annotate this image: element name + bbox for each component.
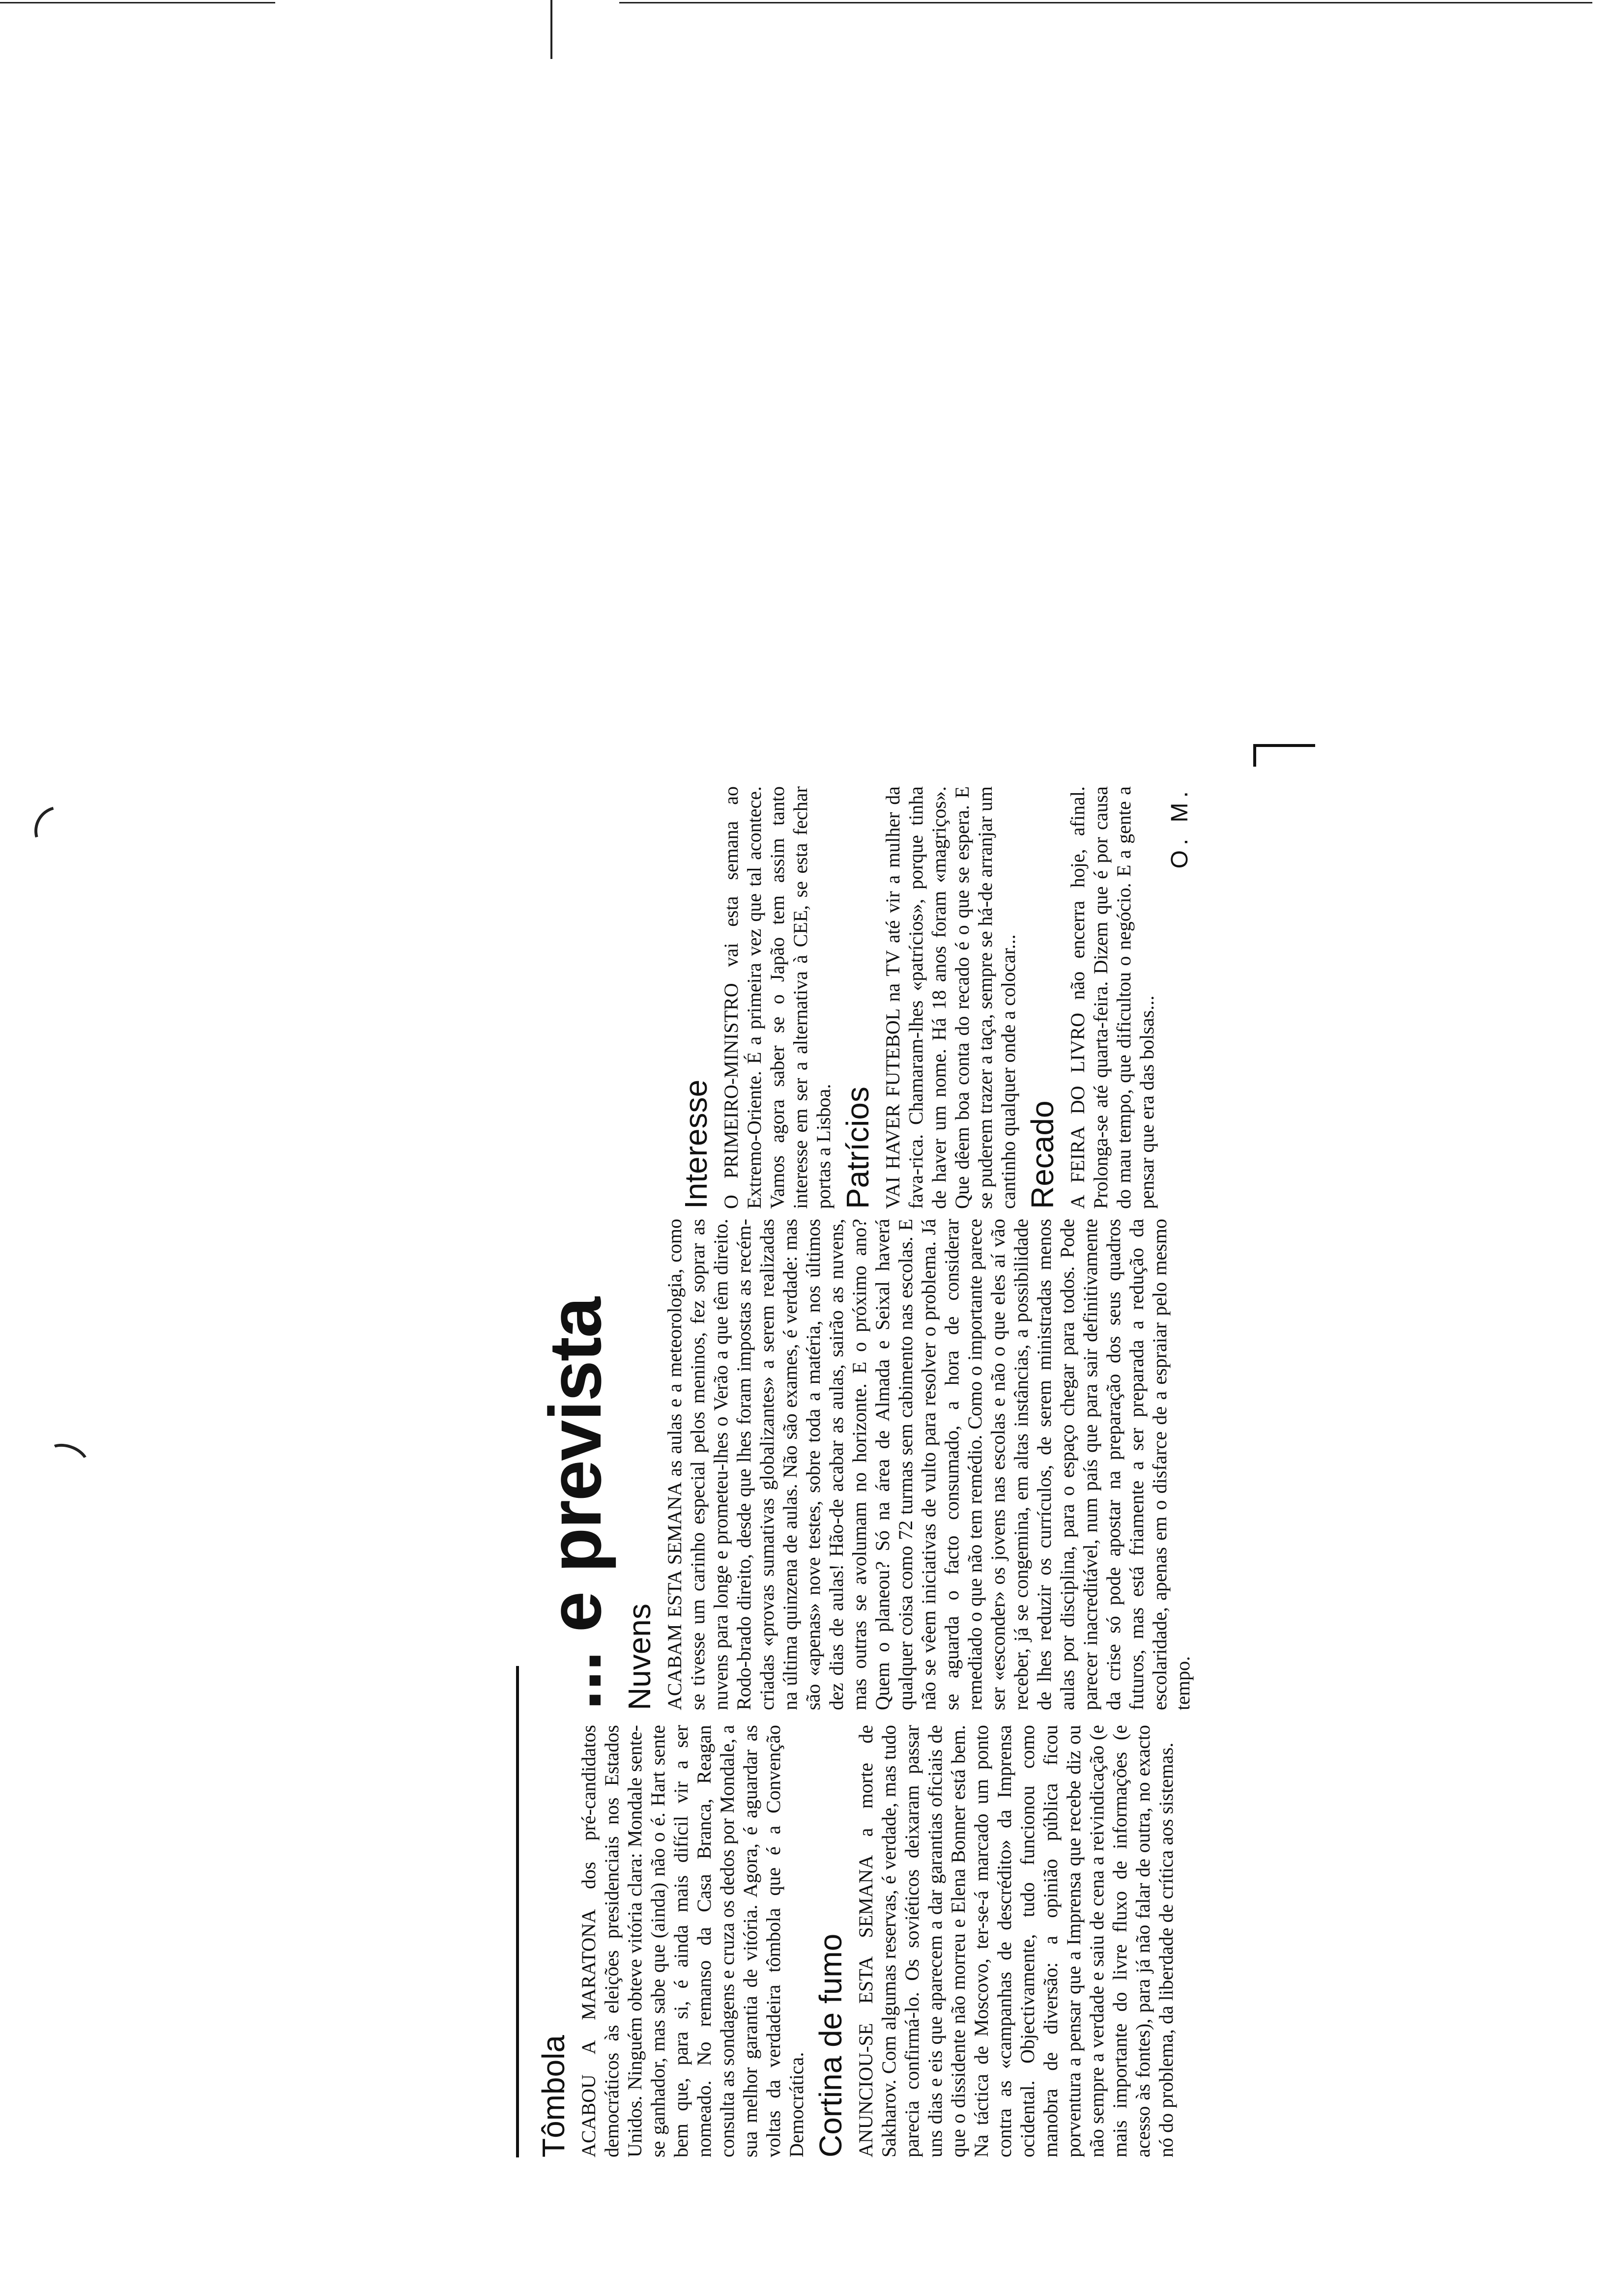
corner-bracket: [1253, 744, 1315, 767]
lead-nuvens: ACABAM ESTA SEMANA: [663, 1483, 686, 1710]
section-body-nuvens: [663, 1219, 1194, 1710]
text-patricios: na TV até vir a mulher da fava-rica. Chamaram-lhes «patrícios», porque tinha de haver um nome. Há 18 anos foram «magriços». Que dêem boa conta do recado é o que se espera. E se puderem trazer a taça, sempre se há-de arranjar um cantinho qualquer onde a colocar...: [882, 786, 1019, 1209]
text-cortina: a morte de Sakharov. Com algumas reservas, é verdade, mas tudo parecia confirmá-lo. Os soviéticos deixaram passar uns dias e eis que aparecem a dar garantias oficiais de que o dissidente não morreu e Elena Bonner está bem. Na táctica de Moscovo, ter-se-á marcado um ponto contra as «campanhas de descrédito» da Imprensa ocidental. Objectivamente, tudo funcionou como manobra de diversão: a opinião pública ficou porventura a pensar que a Imprensa que recebe diz ou não sempre a verdade e saiu de cena a reivindicação (e mais importante do livre fluxo de informações (e acesso às fontes), para já não falar de outra, no exacto nó do problema, da liberdade de crítica aos sistemas.: [855, 1724, 1177, 2157]
scan-top-line-right: [619, 2, 1592, 3]
section-title-patricios: Patrícios: [840, 1087, 875, 1209]
section-title-tombola: Tômbola: [536, 2035, 571, 2157]
lead-interesse: O PRIMEIRO-MINISTRO: [720, 983, 742, 1209]
lead-patricios: VAI HAVER FUTEBOL: [882, 1009, 904, 1209]
signature-row: [1168, 786, 1192, 1209]
text-tombola: dos pré-candidatos democráticos às eleições presidenciais nos Estados Unidos. Ninguém obteve vitória clara: Mondale sente-se ganhador, mas sabe que (ainda) não o é. Hart sente bem que, para si, é ainda mais difícil vir a ser nomeado. No remanso da Casa Branca, Reagan consulta as sondagens e cruza os dedos por Mondale, a sua melhor garantia de vitória. Agora, é aguardar as voltas da verdadeira tômbola que é a Convenção Democrática.: [577, 1724, 807, 2157]
newspaper-clipping: [536, 452, 1420, 2172]
column-3: [678, 786, 1192, 1209]
text-nuvens: as aulas e a meteorologia, como se tivesse um carinho especial pelos meninos, fez soprar as nuvens para longe e prometeu-lhes o Verão a que têm direito. Rodo-brado direito, desde que lhes foram impostas as recém-criadas «provas sumativas globalizantes» a serem realizadas na última quinzena de aulas. Não são exames, é verdade: mas são «apenas» nove testes, sobre toda a matéria, nos últimos dez dias de aulas! Hão-de acabar as aulas, sairão as nuvens, mas outras se avolumam no horizonte. E o próximo ano? Quem o planeou? Só na área de Almada e Seixal haverá qualquer coisa como 72 turmas sem cabimento nas escolas. E não se vêem iniciativas de vulto para resolver o problema. Já se aguarda o facto consumado, a hora de considerar remediado o que não tem remédio. Como o importante parece ser «esconder» os jovens nas escolas e não o que eles aí vão receber, já se congemina, em altas instâncias, a possibilidade de lhes reduzir os currículos, de serem ministradas menos aulas por disciplina, para o espaço chegar para todos. Pode parecer inacreditável, num país que para sair definitivamente da crise só pode apostar na preparação dos seus quadros futuros, mas está friamente a ser preparada a redução da escolaridade, apenas em o disfarce de a espraiar pelo mesmo tempo.: [663, 1218, 1194, 1710]
section-title-nuvens: Nuvens: [622, 1604, 657, 1710]
text-recado: não encerra hoje, afinal. Prolonga-se até quarta-feira. Dizem que é por causa do mau tempo, que dificultou o negócio. E a gente a pensar que era das bolsas...: [1066, 786, 1158, 1209]
section-title-recado: Recado: [1025, 1100, 1060, 1209]
scan-mark-upper: [25, 797, 93, 865]
section-body-recado: [1066, 786, 1158, 1209]
column-2: [622, 1219, 1199, 1710]
section-body-tombola: [577, 1725, 808, 2157]
author-signature: O. M.: [1167, 786, 1193, 869]
section-body-interesse: [720, 786, 835, 1209]
top-rule: [516, 1666, 519, 2157]
scan-left-edge: [550, 0, 552, 59]
lead-cortina: ANUNCIOU-SE ESTA SEMANA: [855, 1856, 877, 2157]
headline: ... e prevista: [534, 1297, 616, 1710]
section-body-patricios: [881, 786, 1020, 1209]
section-title-interesse: Interesse: [678, 1079, 714, 1209]
column-1: [536, 1725, 1182, 2157]
scan-top-line-left: [0, 2, 275, 3]
section-body-cortina: [854, 1725, 1178, 2157]
lead-recado: A FEIRA DO LIVRO: [1066, 1012, 1089, 1209]
scan-mark-lower: [40, 1438, 93, 1482]
lead-tombola: ACABOU A MARATONA: [577, 1910, 600, 2157]
text-interesse: vai esta semana ao Extremo-Oriente. É a primeira vez que tal acontece. Vamos agora saber se o Japão tem assim tanto interesse em ser a alternativa à CEE, se esta fechar portas a Lisboa.: [720, 786, 835, 1209]
section-title-cortina: Cortina de fumo: [813, 1933, 848, 2157]
